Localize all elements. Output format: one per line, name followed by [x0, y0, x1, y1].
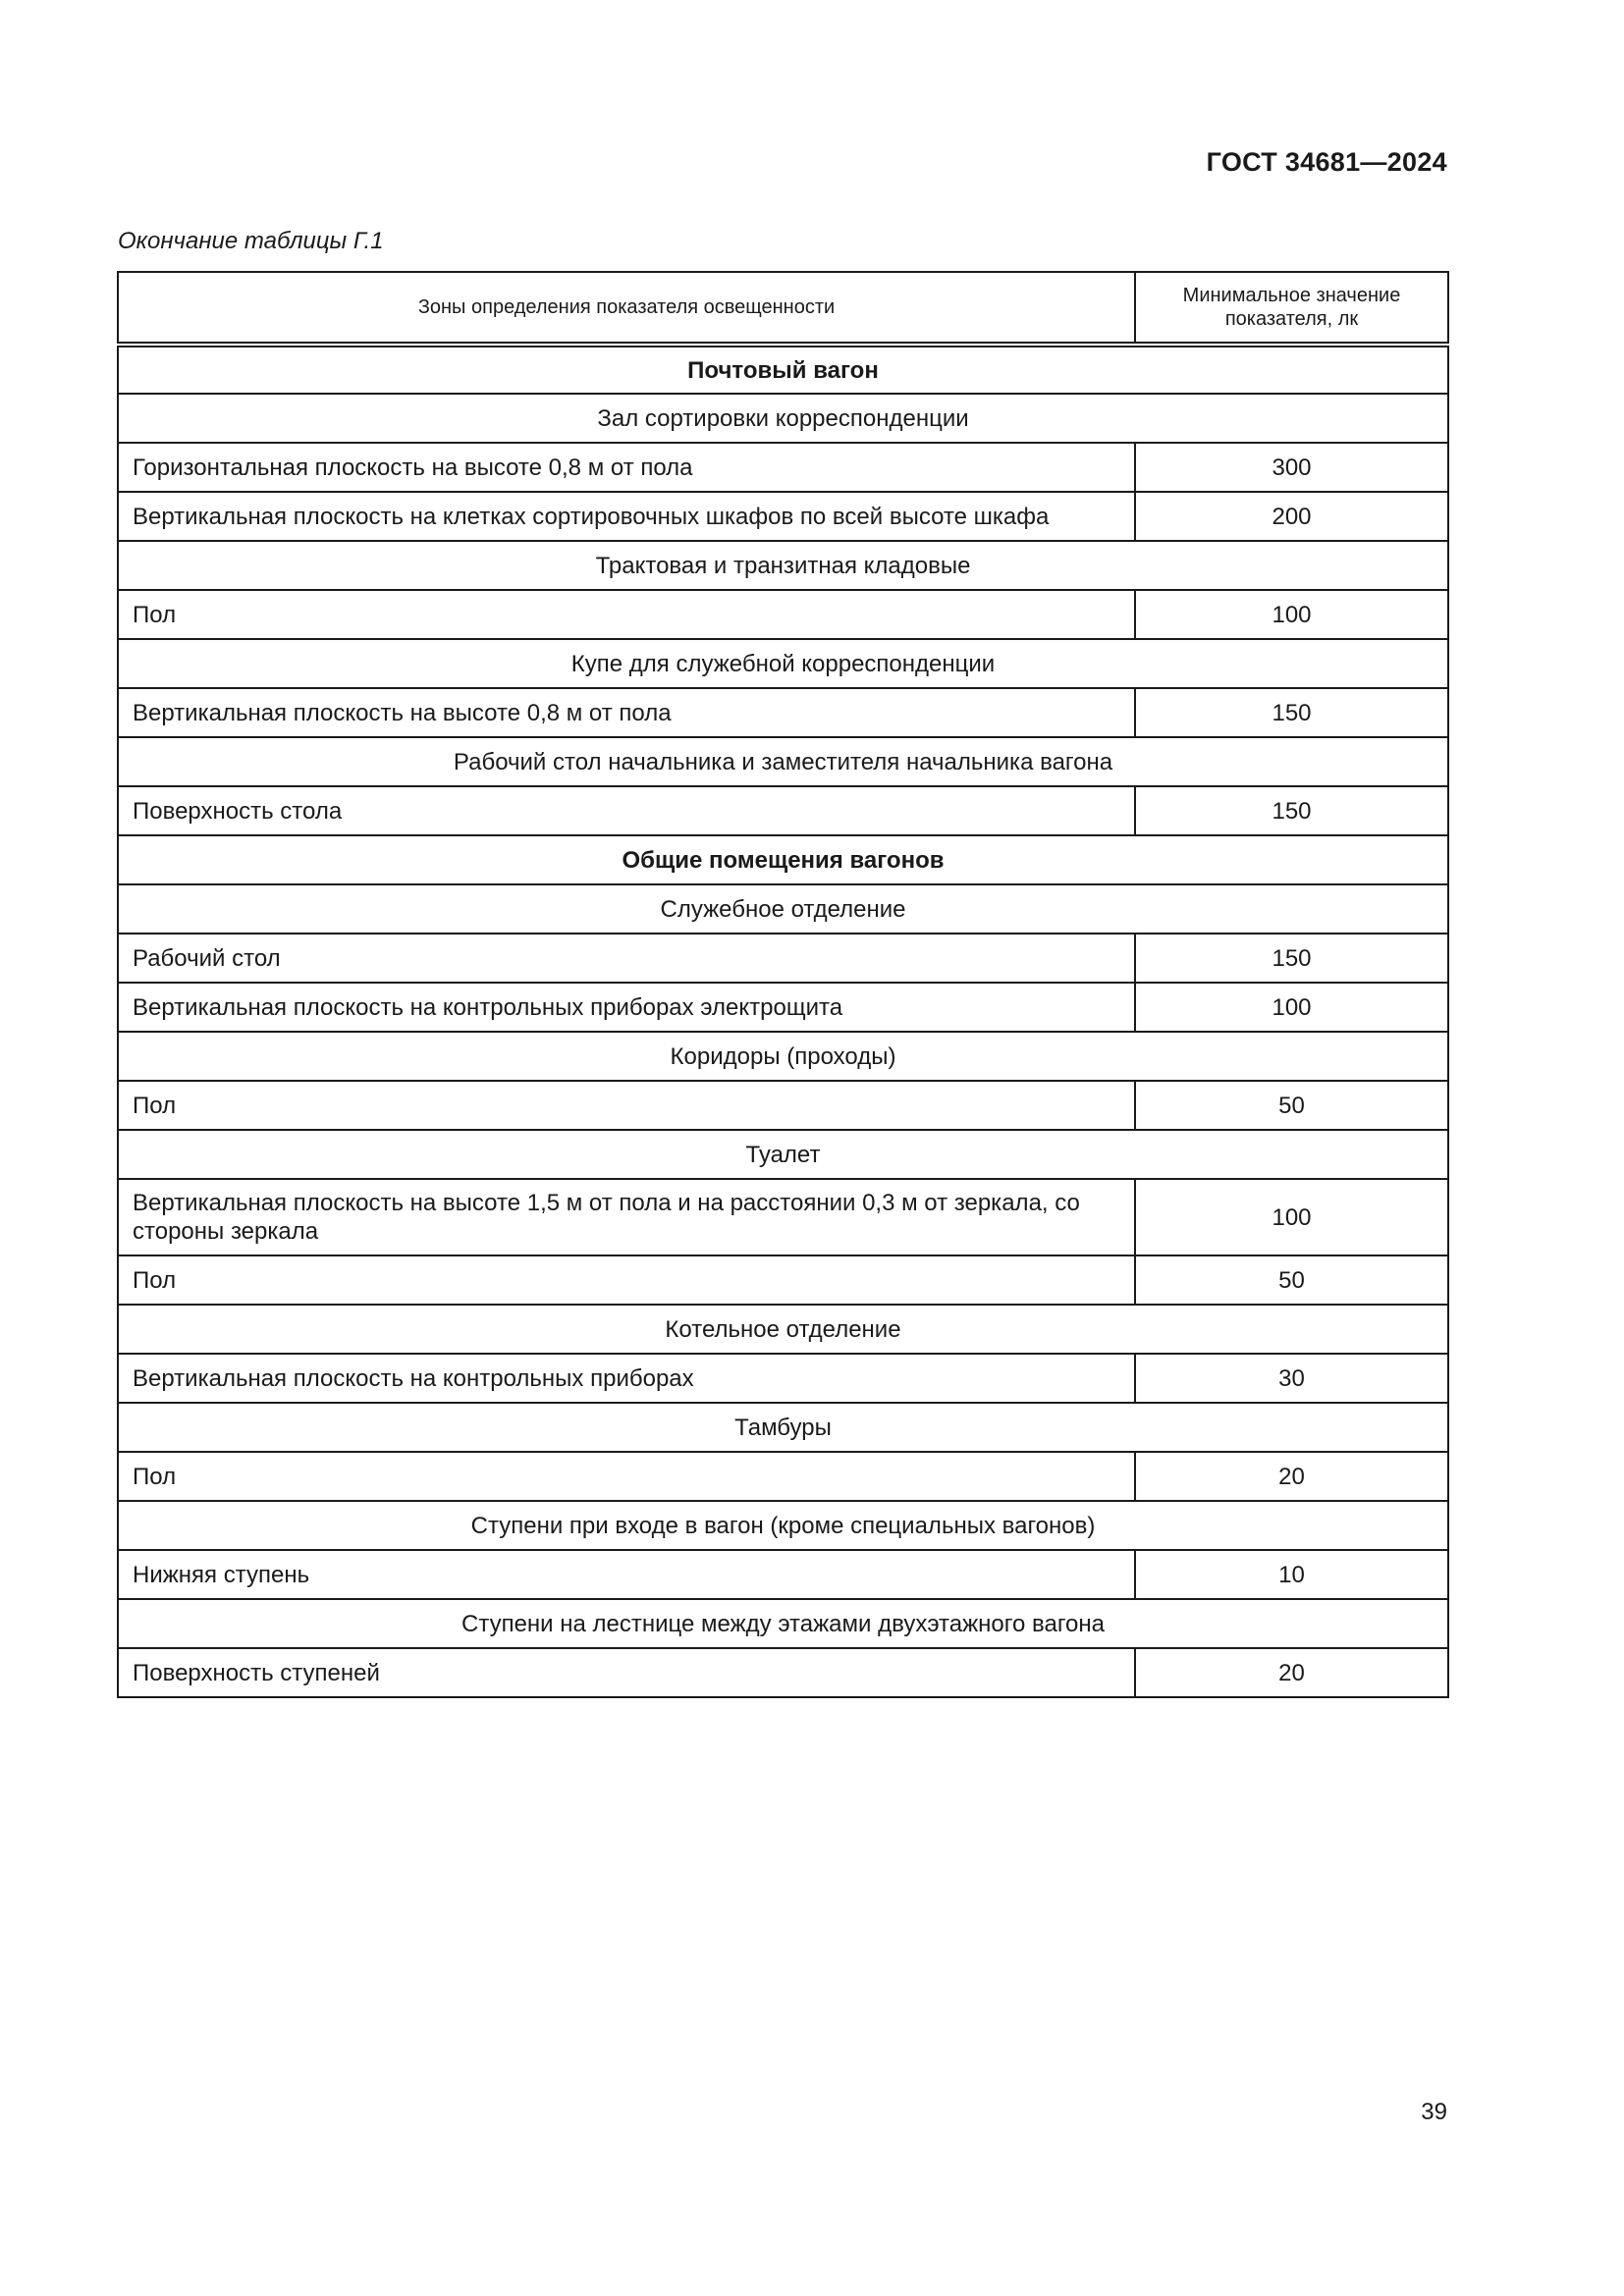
table-row — [118, 934, 1448, 983]
column-header-zones: Зоны определения показателя освещенности — [118, 272, 1135, 345]
zone-cell: Вертикальная плоскость на контрольных приборах электрощита — [118, 983, 1135, 1032]
table-row — [118, 786, 1448, 835]
subsection-title: Купе для служебной корреспонденции — [118, 639, 1448, 688]
section-header-row — [118, 345, 1448, 394]
value-cell: 150 — [1135, 934, 1448, 983]
table-row — [118, 983, 1448, 1032]
zone-cell: Вертикальная плоскость на контрольных приборах — [118, 1354, 1135, 1403]
table-row — [118, 1648, 1448, 1697]
zone-cell: Вертикальная плоскость на высоте 1,5 м от пола и на расстоянии 0,3 м от зеркала, со стороны зеркала — [118, 1179, 1135, 1255]
table-row — [118, 443, 1448, 492]
subsection-row — [118, 639, 1448, 688]
zone-cell: Пол — [118, 1255, 1135, 1305]
subsection-row — [118, 1130, 1448, 1179]
table-header-row — [118, 272, 1448, 345]
subsection-row — [118, 737, 1448, 786]
table-row — [118, 492, 1448, 541]
subsection-title: Тамбуры — [118, 1403, 1448, 1452]
value-cell: 50 — [1135, 1255, 1448, 1305]
subsection-row — [118, 884, 1448, 934]
value-cell: 100 — [1135, 1179, 1448, 1255]
subsection-row — [118, 1305, 1448, 1354]
zone-cell: Пол — [118, 590, 1135, 639]
value-cell: 30 — [1135, 1354, 1448, 1403]
subsection-row — [118, 1599, 1448, 1648]
section-title: Общие помещения вагонов — [118, 835, 1448, 884]
subsection-row — [118, 1032, 1448, 1081]
subsection-row — [118, 541, 1448, 590]
table-caption: Окончание таблицы Г.1 — [118, 228, 384, 254]
subsection-title: Зал сортировки корреспонденции — [118, 394, 1448, 443]
subsection-title: Коридоры (проходы) — [118, 1032, 1448, 1081]
table-row — [118, 590, 1448, 639]
table-row — [118, 1452, 1448, 1501]
subsection-title: Служебное отделение — [118, 884, 1448, 934]
table-row — [118, 688, 1448, 737]
table-row — [118, 1179, 1448, 1255]
column-header-min-value: Минимальное значение показателя, лк — [1135, 272, 1448, 345]
value-cell: 150 — [1135, 786, 1448, 835]
subsection-row — [118, 1501, 1448, 1550]
value-cell: 20 — [1135, 1452, 1448, 1501]
page-number: 39 — [1421, 2099, 1447, 2125]
table-row — [118, 1354, 1448, 1403]
subsection-title: Ступени на лестнице между этажами двухэтажного вагона — [118, 1599, 1448, 1648]
zone-cell: Вертикальная плоскость на клетках сортировочных шкафов по всей высоте шкафа — [118, 492, 1135, 541]
zone-cell: Поверхность стола — [118, 786, 1135, 835]
table-body — [118, 345, 1448, 1697]
document-code: ГОСТ 34681—2024 — [1206, 147, 1447, 177]
subsection-title: Туалет — [118, 1130, 1448, 1179]
subsection-title: Котельное отделение — [118, 1305, 1448, 1354]
value-cell: 200 — [1135, 492, 1448, 541]
zone-cell: Горизонтальная плоскость на высоте 0,8 м от пола — [118, 443, 1135, 492]
value-cell: 150 — [1135, 688, 1448, 737]
zone-cell: Вертикальная плоскость на высоте 0,8 м от пола — [118, 688, 1135, 737]
value-cell: 50 — [1135, 1081, 1448, 1130]
subsection-title: Ступени при входе в вагон (кроме специальных вагонов) — [118, 1501, 1448, 1550]
value-cell: 300 — [1135, 443, 1448, 492]
section-header-row — [118, 835, 1448, 884]
value-cell: 100 — [1135, 590, 1448, 639]
value-cell: 100 — [1135, 983, 1448, 1032]
value-cell: 20 — [1135, 1648, 1448, 1697]
zone-cell: Нижняя ступень — [118, 1550, 1135, 1599]
section-title: Почтовый вагон — [118, 345, 1448, 394]
subsection-row — [118, 394, 1448, 443]
table-row — [118, 1550, 1448, 1599]
value-cell: 10 — [1135, 1550, 1448, 1599]
zone-cell: Пол — [118, 1081, 1135, 1130]
table-row — [118, 1255, 1448, 1305]
subsection-row — [118, 1403, 1448, 1452]
subsection-title: Рабочий стол начальника и заместителя начальника вагона — [118, 737, 1448, 786]
subsection-title: Трактовая и транзитная кладовые — [118, 541, 1448, 590]
lighting-table-container — [117, 271, 1447, 1698]
table-row — [118, 1081, 1448, 1130]
zone-cell: Пол — [118, 1452, 1135, 1501]
zone-cell: Поверхность ступеней — [118, 1648, 1135, 1697]
zone-cell: Рабочий стол — [118, 934, 1135, 983]
lighting-table — [117, 271, 1449, 1698]
